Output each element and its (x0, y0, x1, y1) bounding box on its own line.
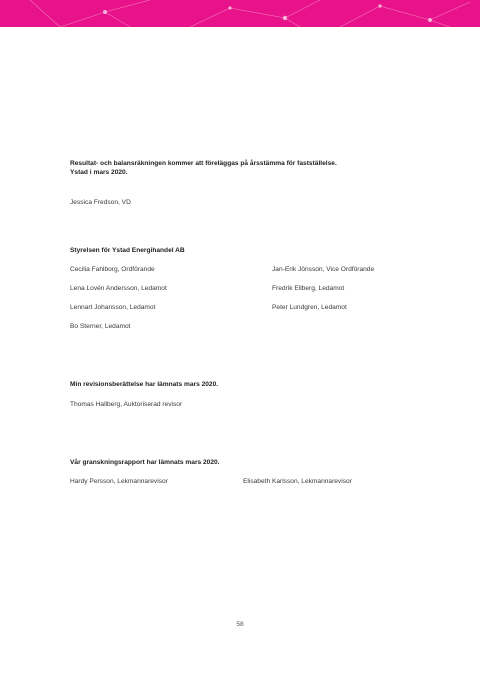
auditor-signature: Thomas Hallberg, Auktoriserad revisor (70, 401, 183, 408)
board-member: Fredrik Ellberg, Ledamot (272, 285, 345, 292)
intro-date: Ystad i mars 2020. (70, 169, 128, 176)
lay-auditor-signature: Hardy Persson, Lekmannarevisor (70, 478, 168, 485)
board-member: Bo Sterner, Ledamot (70, 323, 131, 330)
board-member: Cecilia Fahlborg, Ordförande (70, 266, 155, 273)
intro-statement: Resultat- och balansräkningen kommer att föreläggas på årsstämma för fastställelse. (70, 160, 337, 167)
lay-auditor-signature: Elisabeth Karlsson, Lekmannarevisor (243, 478, 352, 485)
board-member: Lena Lovén Andersson, Ledamot (70, 285, 167, 292)
ceo-signature: Jessica Fredson, VD (70, 199, 131, 206)
audit-heading: Min revisionsberättelse har lämnats mars 2020. (70, 381, 219, 388)
page-number: 58 (236, 621, 244, 628)
review-heading: Vår granskningsrapport har lämnats mars 2020. (70, 459, 220, 466)
board-heading: Styrelsen för Ystad Energihandel AB (70, 247, 185, 254)
board-member: Peter Lundgren, Ledamot (272, 304, 347, 311)
board-member: Jan-Erik Jönsson, Vice Ordförande (272, 266, 375, 273)
board-member: Lennart Johansson, Ledamot (70, 304, 156, 311)
